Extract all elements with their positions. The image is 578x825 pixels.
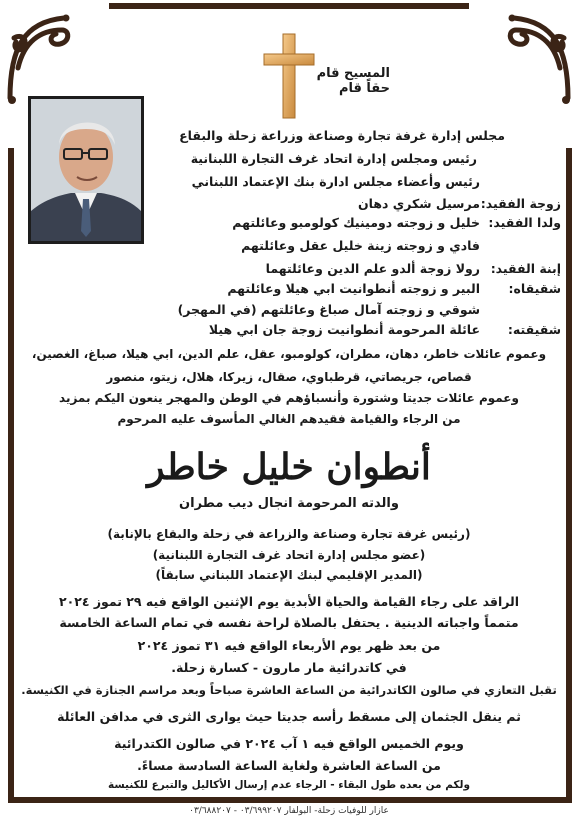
title-line-2: رئيس ومجلس إدارة اتحاد غرف التجارة اللبنانية [190,151,477,166]
title-line-1: مجلس إدارة غرفة تجارة وصناعة وزراعة زحلة والبقاع [179,128,505,143]
deceased-photo [28,96,144,244]
corner-ornament-right [502,8,574,108]
family-text-daughter: رولا زوجة ألدو علم الدين وعائلتهما [265,261,480,276]
family-text-sister: عائلة المرحومة أنطوانيت زوجة جان ابي هيلا [208,322,480,337]
notice-line-7: ويوم الخميس الواقع فيه ١ آب ٢٠٢٤ في صالون الكتدرائية [114,736,464,751]
notice-line-9: ولكم من بعده طول البقاء - الرجاء عدم إرسال الأكاليل والتبرع للكنيسة [107,779,471,791]
notice-line-1: الراقد على رجاء القيامة والحياة الأبدية يوم الإثنين الواقع فيه ٢٩ تموز ٢٠٢٤ [58,594,520,609]
families-line-4: من الرجاء والقيامة فقيدهم الغالي المأسوف عليه المرحوم [117,412,461,426]
family-text-brother-1: البير و زوجته أنطوانيت ابي هيلا وعائلتهم [227,281,480,296]
notice-line-5: تقبل التعازي في صالون الكاتدرائية من الساعة العاشرة صباحاً وبعد مراسم الجنازة في الكنيسة. [21,683,557,697]
position-line-2: (عضو مجلس إدارة اتحاد غرف التجارة اللبنانية) [152,548,426,562]
families-line-1: وعموم عائلات خاطر، دهان، مطران، كولومبو، عقل، علم الدين، ابي هيلا، صباغ، الغصين، [31,347,547,361]
notice-line-6: ثم ينقل الجثمان إلى مسقط رأسه جديتا حيث يوارى الثرى في مدافن العائلة [57,709,521,724]
family-text-son-2: فادي و زوجته زينة خليل عقل وعائلتهم [241,238,480,253]
position-line-3: (المدير الإقليمي لبنك الإعتماد اللبناني سابقاً) [155,568,423,582]
mother-line: والدته المرحومة انجال ديب مطران [179,496,399,511]
resurrection-text: المسيح قام حقاً قام [316,66,390,96]
family-label-sons: ولدا الفقيد: [488,215,561,230]
families-line-2: قصاص، جريصاتي، قرطباوي، صقال، زيركا، هلال، زيتو، منصور [106,370,472,384]
title-line-3: رئيس وأعضاء مجلس ادارة بنك الإعتماد اللبناني [191,174,480,189]
frame-top-border [109,3,469,9]
family-label-brothers: شقيقاه: [508,281,561,296]
corner-ornament-left [4,8,76,108]
family-text-wife: مرسيل شكري دهان [357,196,480,211]
family-label-daughter: إبنة الفقيد: [490,261,561,276]
notice-line-4: في كاتدرائية مار مارون - كسارة زحلة. [171,660,407,675]
frame-right-border [566,148,572,803]
families-line-3: وعموم عائلات جديتا وشتورة وأنسباؤهم في الوطن والمهجر ينعون اليكم بمزيد [59,391,519,405]
family-label-wife: زوجة الفقيد: [480,196,561,211]
funeral-home-footer: عازار للوفيات زحلة- البولفار ٠٣/٦٩٩٢٠٧ - ٠٣/٦٨٨٢٠٧ [189,806,389,816]
notice-line-8: من الساعة العاشرة ولغاية الساعة السادسة مساءً. [137,758,441,773]
frame-bottom-border [8,797,572,803]
notice-line-3: من بعد ظهر يوم الأربعاء الواقع فيه ٣١ تموز ٢٠٢٤ [137,638,441,653]
notice-line-2: متمماً واجباته الدينية . يحتفل بالصلاة لراحة نفسه في تمام الساعة الخامسة [59,615,519,630]
family-text-son-1: خليل و زوجته دومينيك كولومبو وعائلتهم [232,215,480,230]
family-text-brother-2: شوقي و زوجته آمال صباغ وعائلتهم (في المهجر) [177,302,480,317]
family-label-sister: شقيقته: [507,322,561,337]
position-line-1: (رئيس غرفة تجارة وصناعة والزراعة في زحلة والبقاع بالإنابة) [107,527,471,541]
deceased-name: أنطوان خليل خاطر [147,446,431,488]
